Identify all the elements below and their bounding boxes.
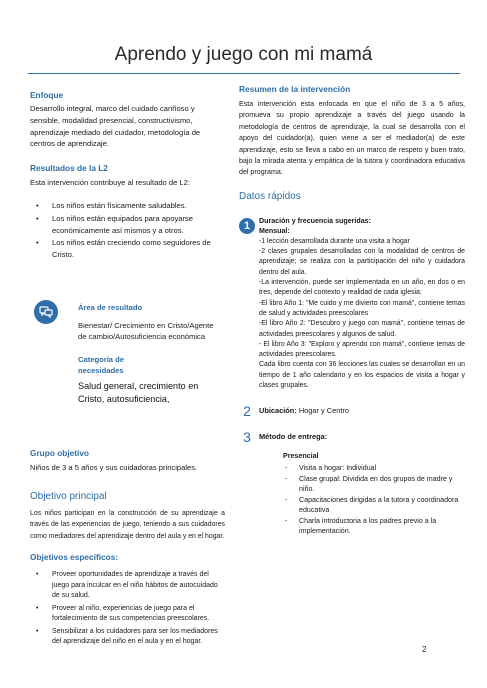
duracion-line: -El libro Año 2: "Descubro y juego con mamá", contiene temas de actividades preescolares y algunos de salud. (259, 320, 465, 338)
list-item: • Los niños están equipados para apoyarse económicamente así mismos y a otros. (30, 213, 225, 237)
area-text: Bienestar/ Crecimiento en Cristo/Agente de cambio/Autosuficiencia económica (78, 321, 214, 341)
result-area-box (30, 294, 225, 442)
list-item: - Clase grupal: Dividida en dos grupos de madre y niño. (283, 474, 465, 495)
duracion-subtitle: Mensual: (259, 227, 290, 236)
ubicacion-label: Ubicación: (259, 406, 297, 416)
list-item: • Los niños están creciendo como seguidores de Cristo. (30, 237, 225, 261)
objetivo-heading: Objetivo principal (30, 490, 107, 502)
duracion-line: -2 clases grupales desarrolladas con la modalidad de centros de aprendizaje; se realiza con la participación del niño y cuidadora dentro del aula. (259, 248, 465, 276)
enfoque-heading: Enfoque (30, 90, 64, 100)
resumen-heading: Resumen de la intervención (239, 84, 351, 94)
grupo-text: Niños de 3 a 5 años y sus cuidadoras principales. (30, 463, 198, 472)
number-one-badge: 1 (239, 216, 255, 236)
resumen-text: Esta intervención esta enfocada en que el niño de 3 a 5 años, promueva su propio aprendizaje a través del juego usando la metodología de centros de aprendizaje, la cual se desarrolla con el apoyo del cuidador(a), quien viene a ser el mediador(a) de este aprendizaje, esto se lleva a cabo en un marco de respeto y buen trato, bajo la mirada atenta y empática de la tutora y coordinadora educativa del programa. (239, 100, 465, 177)
enfoque-text: Desarrollo integral, marco del cuidado cariñoso y sensible, modalidad presencial, constructivismo, aprendizaje mediado del cuidador, metodología de centros de aprendizaje. (30, 104, 201, 149)
resultados-intro: Esta intervención contribuye al resultado de L2: (30, 178, 190, 188)
datos-heading: Datos rápidos (239, 190, 301, 202)
datos-item-2 (239, 401, 465, 421)
duracion-line: -1 lección desarrollada durante una visita a hogar (259, 237, 410, 245)
page-title: Aprendo y juego con mi mamá (114, 44, 373, 65)
list-item: - Visita a hogar: Individual (283, 463, 465, 474)
grupo-heading: Grupo objetivo (30, 448, 89, 458)
metodo-list (283, 463, 465, 537)
duracion-title: Duración y frecuencia sugeridas: (259, 216, 371, 225)
duracion-line: - El libro Año 3: "Exploro y aprendo con mamá", contiene temas de actividades preescolares. (259, 340, 465, 359)
datos-item-3 (239, 427, 465, 537)
metodo-sub: Presencial (283, 452, 319, 461)
chat-bubbles-icon (34, 300, 58, 324)
number-three-badge: 3 (243, 429, 251, 446)
ubicacion-value: Hogar y Centro (298, 406, 349, 416)
duracion-line: -El libro Año 1: "Me cuido y me divierto con mamá", contiene temas de salud y actividades preescolares (259, 299, 465, 317)
metodo-label: Método de entrega: (259, 432, 328, 442)
list-item: - Charla introductoria a los padres previo a la implementación. (283, 516, 465, 537)
category-label: Categoría de necesidades (78, 355, 124, 375)
list-item: - Capacitaciones dirigidas a la tutora y coordinadora educativa (283, 495, 465, 516)
list-item: • Proveer al niño, experiencias de juego para el fortalecimiento de sus competencias preescolares. (30, 604, 225, 625)
number-two-badge: 2 (243, 403, 251, 420)
page-number: 2 (422, 645, 427, 654)
datos-item-1 (239, 216, 465, 391)
right-column (239, 84, 465, 537)
resultados-list (30, 200, 225, 261)
list-item: • Sensibilizar a los cuidadores para ser los mediadores del aprendizaje del niño en el aula y en el hogar. (30, 627, 225, 648)
duracion-line: Cada libro cuenta con 36 lecciones las cuales se desarrollan en un tiempo de 1 año calendario y en los espacios de visita a hogar y clases grupales. (259, 361, 465, 389)
duracion-line: -La intervención, puede ser implementada en un año, en dos o en tres, depende del contexto y realidad de cada iglesia: (259, 279, 465, 297)
category-text: Salud general, crecimiento en Cristo, autosuficiencia, (78, 381, 199, 404)
especificos-list (30, 570, 225, 648)
resultados-heading: Resultados de la L2 (30, 163, 108, 174)
title-divider (28, 73, 460, 74)
list-item: • Los niños están físicamente saludables. (30, 200, 225, 212)
list-item: • Proveer oportunidades de aprendizaje a través del juego para inculcar en el niño hábitos de autocuidado de su salud. (30, 570, 225, 602)
objetivo-text: Los niños participan en la construcción de su aprendizaje a través de las experiencias de juego, teniendo a sus cuidadores como mediadores del aprendizaje dentro del aula y en el hogar. (30, 509, 225, 540)
left-column (30, 86, 225, 646)
area-label: Área de resultado (78, 303, 143, 312)
especificos-heading: Objetivos específicos: (30, 552, 119, 563)
